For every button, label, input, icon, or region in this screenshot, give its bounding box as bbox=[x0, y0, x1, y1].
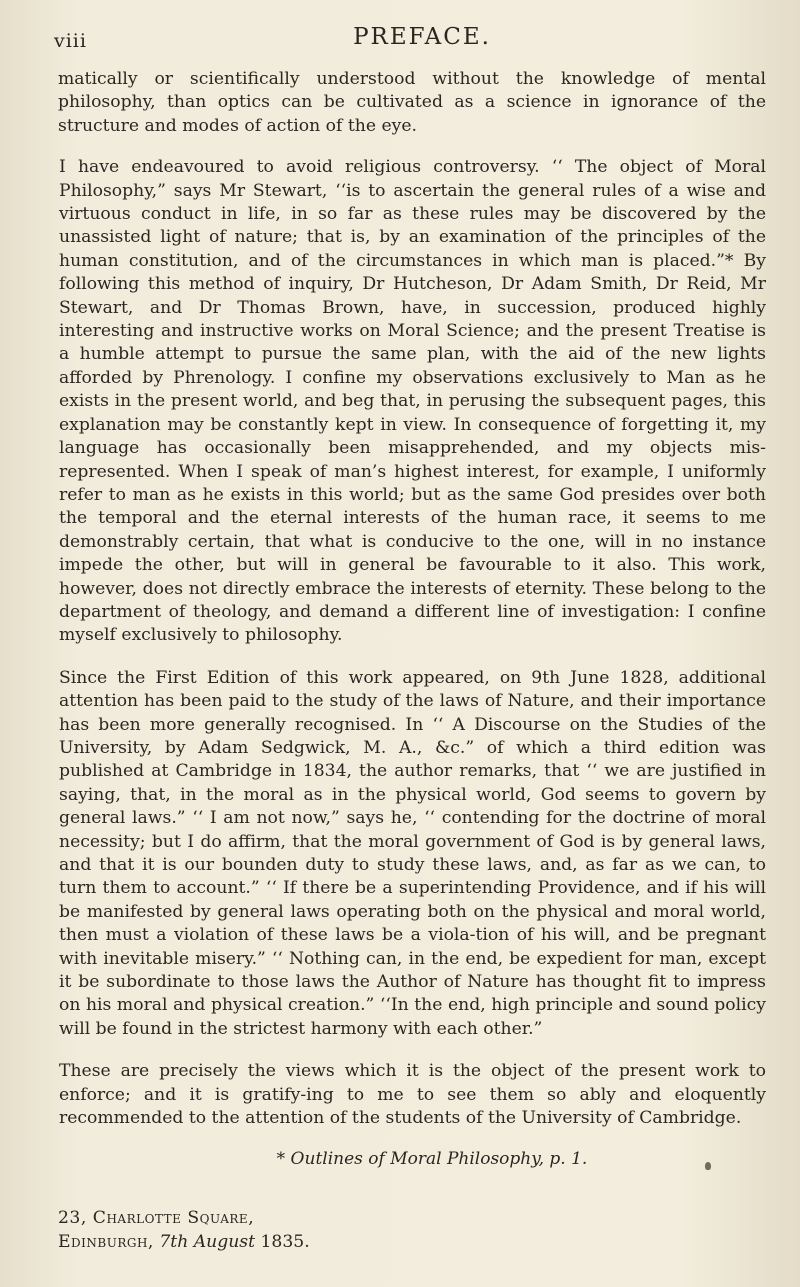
paragraph-conclusion: These are precisely the views which it is the object of the present work to enforce; and it is gratify-ing to me to see them so ably and eloquently recommended to the attention of the students of the University of Cambridge. bbox=[59, 1061, 766, 1129]
signature-address: 23, Charlotte Square, bbox=[58, 1208, 255, 1229]
page-header bbox=[54, 24, 766, 58]
ink-blemish bbox=[705, 1162, 711, 1170]
preface-text bbox=[58, 68, 766, 1130]
paragraph-religious-controversy: I have endeavoured to avoid religious controversy. ‘‘ The object of Moral Philosophy,” says Mr Stewart, ‘‘is to ascertain the general rules of a wise and virtuous conduct in life, in so far as these rules may be discovered by the unassisted light of nature; that is, by an examination of the principles of the human constitution, and of the circumstances in which man is placed.”* By following this method of inquiry, Dr Hutcheson, Dr Adam Smith, Dr Reid, Mr Stewart, and Dr Thomas Brown, have, in succession, produced highly interesting and instructive works on Moral Science; and the present Treatise is a humble attempt to pursue the same plan, with the aid of the new lights afforded by Phrenology. I confine my observations exclusively to Man as he exists in the present world, and beg that, in perusing the subsequent pages, this explanation may be constantly kept in view. In consequence of forgetting it, my language has occasionally been misapprehended, and my objects mis-represented. When I speak of man’s highest interest, for example, I uniformly refer to man as he exists in this world; but as the same God presides over both the temporal and the eternal interests of the human race, it seems to me demonstrably certain, that what is conducive to the one, will in no instance impede the other, but will in general be favourable to it also. This work, however, does not directly embrace the interests of eternity. These belong to the department of theology, and demand a different line of investigation: I confine myself exclusively to philosophy. bbox=[59, 157, 766, 646]
footnote: * Outlines of Moral Philosophy, p. 1. bbox=[276, 1149, 588, 1170]
signature-year: 1835. bbox=[260, 1232, 310, 1253]
signature-place-date bbox=[58, 1230, 766, 1254]
signature-date: 7th August bbox=[159, 1232, 256, 1253]
signature-block bbox=[58, 1206, 766, 1254]
running-title: PREFACE. bbox=[353, 24, 491, 50]
signature-place: Edinburgh, bbox=[58, 1232, 154, 1253]
continuation-paragraph: matically or scientifically understood without the knowledge of mental philosophy, than optics can be cultivated as a science in ignorance of the structure and modes of action of the eye. bbox=[58, 69, 766, 136]
page-number: viii bbox=[54, 30, 87, 52]
paragraph-first-edition: Since the First Edition of this work appeared, on 9th June 1828, additional attention has been paid to the study of the laws of Nature, and their importance has been more generally recognised. In ‘‘ A Discourse on the Studies of the University, by Adam Sedgwick, M. A., &c.” of which a third edition was published at Cambridge in 1834, the author remarks, that ‘‘ we are justified in saying, that, in the moral as in the physical world, God seems to govern by general laws.” ‘‘ I am not now,” says he, ‘‘ contending for the doctrine of moral necessity; but I do affirm, that the moral government of God is by general laws, and that it is our bounden duty to study these laws, and, as far as we can, to turn them to account.” ‘‘ If there be a superintending Providence, and if his will be manifested by general laws operating both on the physical and moral world, then must a violation of these laws be a viola-tion of his will, and be pregnant with inevitable misery.” ‘‘ Nothing can, in the end, be expedient for man, except it be subordinate to those laws the Author of Nature has thought fit to impress on his moral and physical creation.” ‘‘In the end, high principle and sound policy will be found in the strictest harmony with each other.” bbox=[59, 667, 766, 1039]
